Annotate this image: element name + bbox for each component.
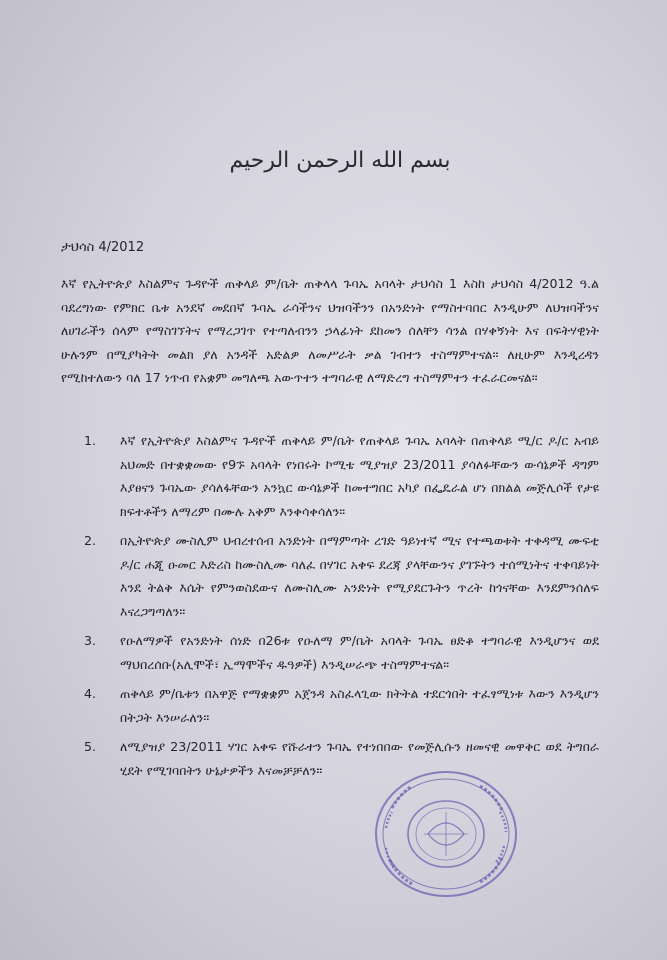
item-text: የዑለማዎች የአንድነት ሰነድ በ26ቱ የዑለማ ም/ቤት አባላት ጉባኤ ፀድቆ ተግባራዊ እንዲሆንና ወደ ማህበረሰቡ(አሊሞች፣ ኢማሞችና ዱዓዎች) እንዲሠራጭ ተስማምተናል። bbox=[120, 633, 599, 672]
document-date: ታህሳስ 4/2012 bbox=[61, 240, 145, 255]
item-number: 2. bbox=[84, 533, 97, 548]
arabic-header: بسم الله الرحمن الرحيم bbox=[229, 148, 451, 173]
item-number: 3. bbox=[84, 633, 97, 648]
list-item bbox=[84, 735, 599, 782]
item-text: ጠቅላይ ም/ቤቱን በአዋጅ የማቋቋም አጀንዳ አስፈላጊው ክትትል ተደርጎበት ተፈፃሚነቱ እውን እንዲሆን በትጋት እንሠራለን። bbox=[120, 686, 599, 725]
intro-paragraph: እኛ የኢትዮጵያ እስልምና ጉዳዮች ጠቅላይ ም/ቤት ጠቅላላ ጉባኤ አባላት ታህሳስ 1 እስከ ታህሳስ 4/2012 ዓ.ል ባደረግነው የምክር ቤቱ አንደኛ መደበኛ ጉባኤ ራሳችንና ህዝባችንን በአንድነት የማስተባበር እንዲሁም ለህዝባችንና ለሀገራችን ሰላም የማስገኘትና የማረጋገጥ የተጣለብንን ኃላፊነት ደከመን ሰለቸን ሳንል በሃቀኝነት እና በፍትሃዊነት ሁሉንም በሚያካትት መልክ ያለ አንዳች አድልዎ ለመሥራት ቃል ገብተን ተስማምተናል። ለዚሁም እንዲረዳን የሚከተለውን ባለ 17 ነጥብ የአቋም መግለጫ አውጥተን ተግባራዊ ለማድረግ ተስማምተን ተፈራርመናል። bbox=[61, 276, 599, 385]
item-number: 4. bbox=[84, 686, 97, 701]
list-item bbox=[84, 629, 599, 676]
list-item bbox=[84, 529, 599, 623]
resolution-list bbox=[84, 429, 599, 788]
official-seal-stamp bbox=[372, 768, 520, 900]
item-text: እኛ የኢትዮጵያ እስልምና ጉዳዮች ጠቅላይ ም/ቤት የጠቅላይ ጉባኤ አባላት በጠቅላይ ሚ/ር ዶ/ር አብይ አህመድ በተቋቋመው የ9ኙ አባላት የነበሩት ኮሚቴ ሚያዝያ 23/2011 ያሳለፉቸውን ውሳኔዎች ዳግም እያፀናን ጉባኤው ያሳለፋቸውን አንኳር ውሳኔዎች ከመተግበር አካያ በፌዴራል ሆነ በክልል መጅሊሶች የታዩ ክፍተቶችን ለማረም በሙሉ አቅም እንቀሳቀሳለን። bbox=[120, 433, 599, 519]
list-item bbox=[84, 429, 599, 523]
item-number: 5. bbox=[84, 739, 97, 754]
item-number: 1. bbox=[84, 433, 97, 448]
list-item bbox=[84, 682, 599, 729]
item-text: ለሚያዝያ 23/2011 ሃገር አቀፍ የሹራተን ጉባኤ የተነበበው የመጅሊሱን ዘመናዊ መዋቅር ወደ ትግበራ ሂደት የሚገባበትን ሁኔታዎችን እናመቻቻለን። bbox=[120, 739, 599, 778]
item-text: በኢትዮጵያ ሙስሊም ህብረተሰብ አንድነት በማምጣት ረገድ ዓይነተኛ ሚና የተጫወቱት ተቀዳሚ ሙፍቲ ዶ/ር ሐጂ ዑመር እድሪስ ከሙስሊሙ ባለፈ በሃገር አቀፍ ደረጃ ያላቸውንና ያገኙትን ተሰሚነትና ተቀባይነት እንደ ትልቅ እሴት የምንወስደውና ለሙስሊሙ አንድነት የሚያደርጉትን ጥረት ከጎናቸው እንደምንሰለፍ እናረጋግጣለን። bbox=[120, 533, 599, 619]
